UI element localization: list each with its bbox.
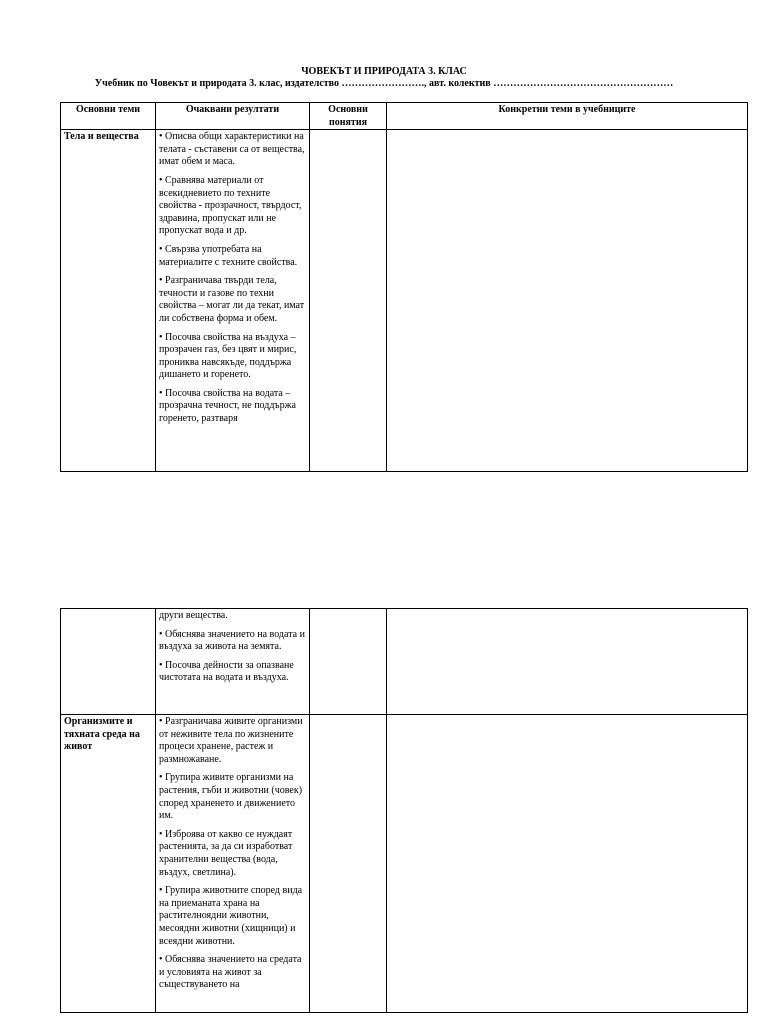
results-cell <box>156 609 310 715</box>
document-subtitle: Учебник по Човекът и природата 3. клас, издателство ……………………., авт. колектив ……………………………………………… <box>94 78 674 89</box>
table-row <box>61 715 748 1013</box>
result-item: • Сравнява материали от всекидневието по техните свойства - прозрачност, твърдост, здравина, пропускат или не пропускат вода и др. <box>159 174 302 237</box>
curriculum-table-page-2 <box>60 608 748 1013</box>
topic-cell <box>61 609 156 715</box>
result-item: други вещества. <box>159 610 228 621</box>
concepts-cell <box>310 130 387 472</box>
result-item: • Групира животните според вида на приеманата храна на растителноядни животни, месоядни животни (хищници) и всеядни животни. <box>159 885 303 947</box>
result-item: • Обяснява значението на водата и въздуха за живота на земята. <box>159 628 305 653</box>
results-cell <box>156 130 310 472</box>
concepts-cell <box>310 609 387 715</box>
curriculum-table-page-1 <box>60 102 748 472</box>
result-item: • Обяснява значението на средата и условията на живот за съществуването на <box>159 954 302 991</box>
result-item: • Свързва употребата на материалите с техните свойства. <box>159 243 298 268</box>
column-header-basic-concepts: Основни понятия <box>310 103 387 130</box>
table-row <box>61 609 748 715</box>
table-header-row <box>61 103 748 130</box>
textbook-topics-cell <box>387 715 748 1013</box>
result-item: • Посочва дейности за опазване чистотата на водата и въздуха. <box>159 659 294 684</box>
table-row <box>61 130 748 472</box>
result-item: • Разграничава твърди тела, течности и газове по техни свойства – могат ли да текат, имат ли собствена форма и обем. <box>159 275 305 324</box>
result-item: • Изброява от какво се нуждаят растенията, за да си изработват хранителни вещества (вода, въздух, светлина). <box>159 828 293 878</box>
topic-cell: Организмите и тяхната среда на живот <box>61 715 156 1013</box>
column-header-textbook-topics: Конкретни теми в учебниците <box>387 103 748 130</box>
column-header-expected-results: Очаквани резултати <box>156 103 310 130</box>
textbook-topics-cell <box>387 609 748 715</box>
results-cell <box>156 715 310 1013</box>
topic-cell: Тела и вещества <box>61 130 156 472</box>
result-item: • Посочва свойства на водата – прозрачна течност, не поддържа горенето, разтваря <box>159 387 296 425</box>
result-item: • Посочва свойства на въздуха – прозрачен газ, без цвят и мирис, прониква навсякъде, поддържа дишането и горенето. <box>159 331 297 381</box>
textbook-topics-cell <box>387 130 748 472</box>
concepts-cell <box>310 715 387 1013</box>
document-title: ЧОВЕКЪТ И ПРИРОДАТА 3. КЛАС <box>301 66 467 77</box>
result-item: • Разграничава живите организми от неживите тела по жизнените процеси хранене, растеж и размножаване. <box>159 716 303 765</box>
result-item: • Описва общи характеристики на телата - съставени са от вещества, имат обем и маса. <box>159 131 305 168</box>
result-item: • Групира живите организми на растения, гъби и животни (човек) според храненето и движението им. <box>159 772 303 822</box>
column-header-main-topics: Основни теми <box>61 103 156 130</box>
